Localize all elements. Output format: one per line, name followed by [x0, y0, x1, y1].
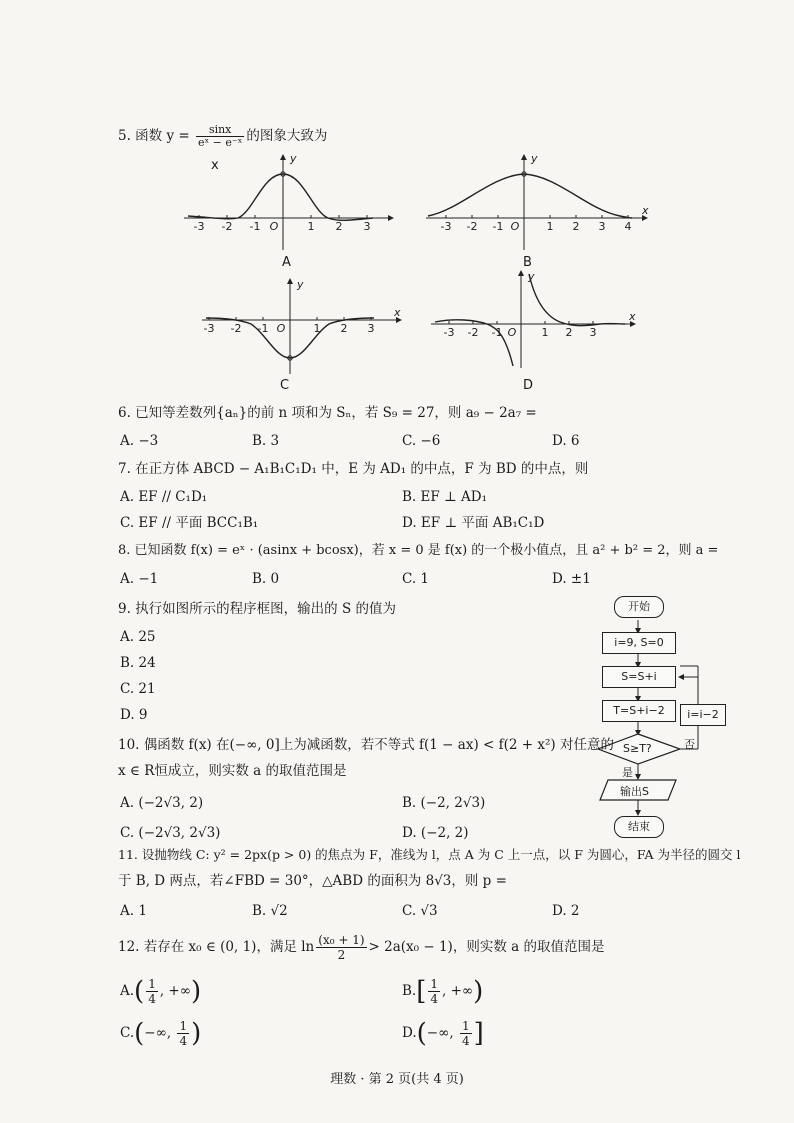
q11-stem-line1: 11. 设抛物线 C: y² = 2px(p > 0) 的焦点为 F，准线为 l，点 A 为 C 上一点，以 F 为圆心，FA 为半径的圆交 l [118, 847, 741, 862]
flowchart-step-t: T=S+i−2 [602, 700, 676, 722]
graph-a-y-axis-label: y [290, 152, 297, 165]
q11-option-a[interactable]: A. 1 [120, 903, 147, 919]
q10-option-a[interactable]: A. (−2√3, 2) [120, 795, 204, 811]
flowchart-condition: S≥T? [623, 742, 652, 755]
q12-stem: 12. 若存在 x₀ ∈ (0, 1)，满足 ln $\frac{\text{(x₀ + 1)}}{2}$ > 2a(x₀ − 1)，则实数 a 的取值范围是 [118, 933, 605, 962]
flowchart-end: 结束 [614, 816, 664, 838]
q8-option-c[interactable]: C. 1 [402, 571, 430, 587]
q7-option-a[interactable]: A. EF // C₁D₁ [120, 489, 208, 505]
graph-d-tick-label: -3 [443, 326, 455, 339]
q6-option-a[interactable]: A. −3 [120, 433, 159, 449]
q5-graph-d-x-axis-label: x [629, 310, 636, 323]
graph-c-tick-label: 1 [313, 322, 321, 335]
q5-graph-d-ticks [444, 270, 597, 339]
graph-b-tick-label: 4 [624, 220, 632, 233]
graph-b-tick-label: 1 [546, 220, 554, 233]
flowchart-step-sum: S=S+i [602, 666, 676, 688]
q6-option-d[interactable]: D. 6 [552, 433, 580, 449]
q7-option-b[interactable]: B. EF ⊥ AD₁ [402, 489, 487, 505]
page-footer: 理数 · 第 2 页(共 4 页) [330, 1072, 464, 1087]
graph-c-tick-label: -2 [230, 322, 242, 335]
q11-option-c[interactable]: C. √3 [402, 903, 438, 919]
q5-graph-b [420, 152, 650, 252]
graph-a-tick-label: 2 [335, 220, 343, 233]
q11-option-b[interactable]: B. √2 [252, 903, 288, 919]
graph-a-tick-label: -2 [221, 220, 233, 233]
q9-option-b[interactable]: B. 24 [120, 655, 156, 671]
q9-stem: 9. 执行如图所示的程序框图，输出的 S 的值为 [118, 601, 397, 617]
graph-c-tick-label: 3 [367, 322, 375, 335]
graph-c-tick-label: -3 [203, 322, 215, 335]
graph-b-tick-label: -1 [492, 220, 504, 233]
q11-stem-line2: 于 B, D 两点，若∠FBD = 30°，△ABD 的面积为 8√3，则 p = [118, 873, 507, 889]
q5-fraction: $\frac{\sin x}{\text{eˣ − e⁻ˣ}}$ [197, 123, 243, 149]
q5-graph-c [196, 278, 406, 378]
q5-option-d-label: D [523, 378, 534, 393]
q9-option-c[interactable]: C. 21 [120, 681, 156, 697]
graph-c-tick-label: 2 [340, 322, 348, 335]
graph-d-tick-label: 2 [565, 326, 573, 339]
q5-option-b-label: B [523, 255, 532, 270]
graph-d-y-axis-label: y [528, 270, 535, 283]
q10-stem-line1: 10. 偶函数 f(x) 在(−∞, 0]上为减函数，若不等式 f(1 − ax) < f(2 + x²) 对任意的 [118, 737, 614, 753]
q12-option-a[interactable]: A.( $\frac{1}{4}$ , +∞) [120, 976, 202, 1007]
graph-b-y-axis-label: y [531, 152, 538, 165]
graph-b-tick-label: 2 [572, 220, 580, 233]
graph-d-tick-label: -2 [467, 326, 479, 339]
q8-stem: 8. 已知函数 f(x) = eˣ · (asinx + bcosx)，若 x = 0 是 f(x) 的一个极小值点，且 a² + b² = 2，则 a = [118, 543, 719, 558]
flowchart-start: 开始 [614, 596, 664, 618]
graph-a-tick-label: -3 [193, 220, 205, 233]
q11-option-d[interactable]: D. 2 [552, 903, 580, 919]
graph-a-tick-label: O [269, 220, 279, 233]
q8-option-a[interactable]: A. −1 [120, 571, 159, 587]
q5-a-axis-x: x [211, 158, 219, 173]
q7-option-d[interactable]: D. EF ⊥ 平面 AB₁C₁D [402, 515, 545, 531]
q6-option-c[interactable]: C. −6 [402, 433, 441, 449]
q5-graph-b-x-axis-label: x [642, 204, 649, 217]
q8-option-d[interactable]: D. ±1 [552, 571, 591, 587]
graph-b-tick-label: O [510, 220, 520, 233]
graph-d-tick-label: -1 [491, 326, 503, 339]
flowchart-no-label: 否 [684, 738, 695, 751]
graph-d-tick-label: 3 [589, 326, 597, 339]
q6-option-b[interactable]: B. 3 [252, 433, 280, 449]
graph-d-tick-label: 1 [541, 326, 549, 339]
q5-graph-c-ticks [204, 278, 375, 335]
q12-option-c[interactable]: C.(−∞, $\frac{1}{4}$ ) [120, 1018, 202, 1049]
q7-stem: 7. 在正方体 ABCD − A₁B₁C₁D₁ 中，E 为 AD₁ 的中点，F 为 BD 的中点，则 [118, 461, 589, 477]
q7-option-c[interactable]: C. EF // 平面 BCC₁B₁ [120, 515, 259, 531]
q10-option-b[interactable]: B. (−2, 2√3) [402, 795, 486, 811]
q10-option-d[interactable]: D. (−2, 2) [402, 825, 469, 841]
graph-b-tick-label: -2 [466, 220, 478, 233]
q5-stem: 5. 函数 y = $\frac{\sin x}{\text{eˣ − e⁻ˣ}}$ 的图象大致为 [118, 123, 328, 149]
flowchart-output: 输出S [620, 785, 649, 798]
q5-graph-d [425, 270, 640, 370]
q5-graph-b-ticks [441, 152, 632, 233]
q6-stem: 6. 已知等差数列{aₙ}的前 n 项和为 Sₙ，若 S₉ = 27，则 a₉ − 2a₇ = [118, 405, 537, 421]
q12-option-d[interactable]: D.(−∞, $\frac{1}{4}$ ] [402, 1018, 484, 1049]
q5-graph-c-x-axis-label: x [394, 306, 401, 319]
q5-option-a-label: A [282, 255, 291, 270]
graph-a-tick-label: 3 [363, 220, 371, 233]
graph-d-tick-label: O [507, 326, 517, 339]
graph-c-y-axis-label: y [297, 278, 304, 291]
q8-option-b[interactable]: B. 0 [252, 571, 280, 587]
graph-c-tick-label: -1 [257, 322, 269, 335]
flowchart-yes-label: 是 [622, 766, 633, 779]
q5-option-c-label: C [280, 378, 290, 393]
q10-stem-line2: x ∈ R恒成立，则实数 a 的取值范围是 [118, 763, 347, 779]
flowchart-update: i=i−2 [680, 704, 726, 726]
graph-b-tick-label: 3 [598, 220, 606, 233]
flowchart-init: i=9, S=0 [602, 632, 676, 654]
graph-a-tick-label: -1 [249, 220, 261, 233]
graph-b-tick-label: -3 [440, 220, 452, 233]
q9-option-a[interactable]: A. 25 [120, 629, 156, 645]
graph-c-tick-label: O [276, 322, 286, 335]
q12-option-b[interactable]: B.[ $\frac{1}{4}$ , +∞) [402, 976, 484, 1007]
q12-fraction: $\frac{\text{(x₀ + 1)}}{2}$ [318, 933, 365, 962]
q9-option-d[interactable]: D. 9 [120, 707, 148, 723]
q10-option-c[interactable]: C. (−2√3, 2√3) [120, 825, 221, 841]
graph-a-tick-label: 1 [307, 220, 315, 233]
